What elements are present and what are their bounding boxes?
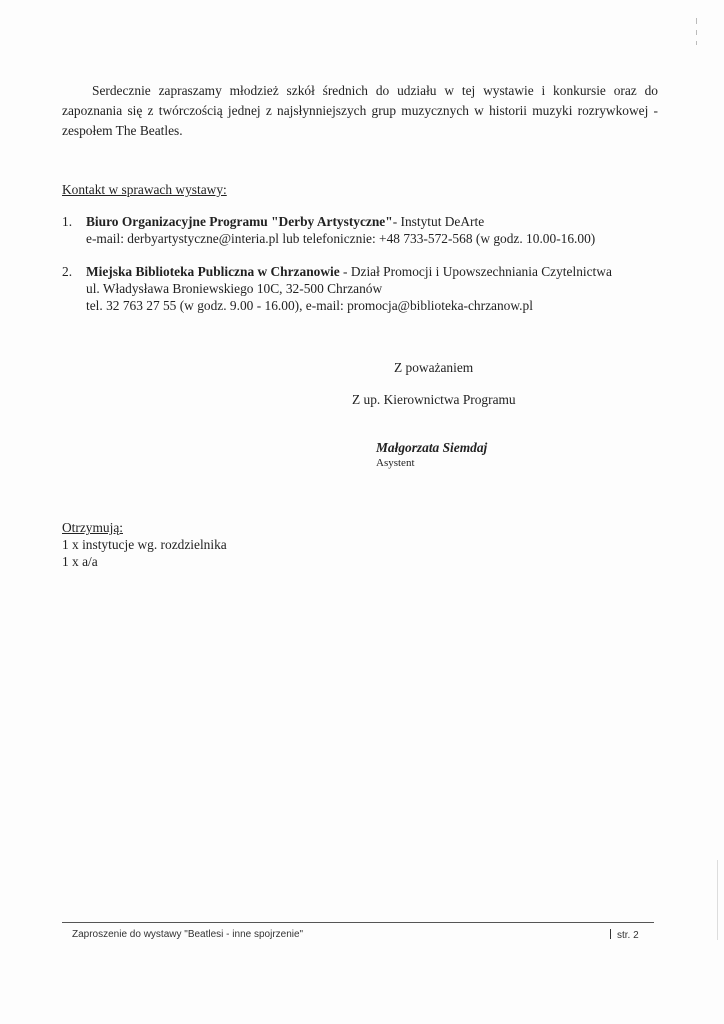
contact-item-rest: - Instytut DeArte [392,214,485,229]
contact-list [62,213,662,330]
signer-name: Małgorzata Siemdaj [376,440,488,455]
contact-item-line: e-mail: derbyartystyczne@interia.pl lub telefonicznie: +48 733-572-568 (w godz. 10.00-16.00) [86,231,596,246]
footer-title: Zaproszenie do wystawy "Beatlesi - inne spojrzenie" [72,929,304,940]
contact-item-number: 2. [62,264,73,279]
on-behalf-text: Z up. Kierownictwa Programu [352,392,516,407]
recipients-heading: Otrzymują: [62,520,123,535]
contact-item-line: tel. 32 763 27 55 (w godz. 9.00 - 16.00), e-mail: promocja@biblioteka-chrzanow.pl [86,298,533,313]
contact-heading: Kontakt w sprawach wystawy: [62,182,227,197]
contact-item-rest: - Dział Promocji i Upowszechniania Czytelnictwa [339,264,612,279]
scan-edge-line [717,860,718,940]
signer-role: Asystent [376,457,415,469]
intro-paragraph: Serdecznie zapraszamy młodzież szkół średnich do udziału w tej wystawie i konkursie oraz do zapoznania się z twórczością jednej z najsłynniejszych grup muzycznych w historii muzyki rozrywkowej - zespołem The Beatles. [62,83,658,138]
contact-item [62,213,662,247]
footer-page-label: str. 2 [617,930,639,941]
footer-divider [62,922,654,923]
contact-item-name: Miejska Biblioteka Publiczna w Chrzanowie [86,264,340,279]
footer-separator [610,929,611,939]
recipients-block [62,519,227,570]
footer-page-number [610,929,639,941]
regards-text: Z poważaniem [394,360,474,375]
contact-item-line: ul. Władysława Broniewskiego 10C, 32-500 Chrzanów [86,281,383,296]
scan-artifact-marks [696,18,702,78]
contact-item [62,263,662,314]
contact-item-number: 1. [62,214,73,229]
recipients-line: 1 x instytucje wg. rozdzielnika [62,537,227,552]
contact-item-name: Biuro Organizacyjne Programu "Derby Artystyczne" [86,214,393,229]
recipients-line: 1 x a/a [62,554,98,569]
